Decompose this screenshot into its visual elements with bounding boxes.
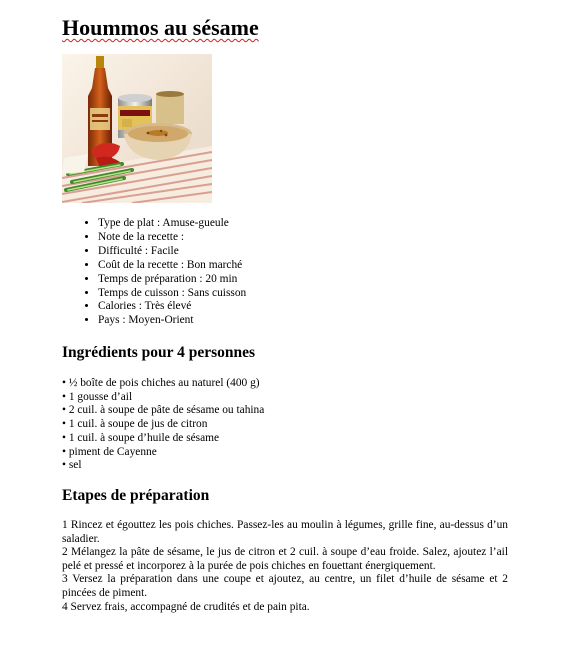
ingredients-list [62, 377, 264, 473]
ingredients-heading: Ingrédients pour 4 personnes [62, 344, 256, 361]
steps-body [62, 519, 508, 614]
info-cook-time: • Temps de cuisson : Sans cuisson [98, 287, 246, 301]
ingredient-item: • 1 cuil. à soupe d’huile de sésame [62, 431, 220, 444]
steps-heading: Etapes de préparation [62, 487, 210, 504]
info-calories: • Calories : Très élevé [98, 300, 246, 314]
hummus-dish-image [62, 54, 212, 203]
ingredient-item: • 1 gousse d’ail [62, 390, 133, 403]
ingredient-item: • sel [62, 459, 82, 472]
ingredient-item: • 2 cuil. à soupe de pâte de sésame ou tahina [62, 404, 265, 417]
info-cost: • Coût de la recette : Bon marché [98, 259, 246, 273]
step-paragraph: 1 Rincez et égouttez les pois chiches. Passez-les au moulin à légumes, grille fine, au-dessus d’un saladier. [62, 519, 508, 545]
ingredient-item: • 1 cuil. à soupe de jus de citron [62, 418, 208, 431]
recipe-title [62, 14, 259, 42]
recipe-info-list [62, 217, 246, 328]
recipe-title-text: Hoummos au sésame [62, 15, 259, 40]
recipe-photo [62, 54, 212, 203]
ingredient-item: • ½ boîte de pois chiches au naturel (400 g) [62, 377, 260, 389]
info-dish-type: • Type de plat : Amuse-gueule [98, 217, 246, 231]
step-paragraph: 4 Servez frais, accompagné de crudités et de pain pita. [62, 600, 310, 613]
info-prep-time: • Temps de préparation : 20 min [98, 273, 246, 287]
ingredient-item: • piment de Cayenne [62, 445, 157, 458]
info-rating: • Note de la recette : [98, 231, 246, 245]
info-difficulty: • Difficulté : Facile [98, 245, 246, 259]
info-country: • Pays : Moyen-Orient [98, 314, 246, 328]
step-paragraph: 3 Versez la préparation dans une coupe et ajoutez, au centre, un filet d’huile de sésame et 2 pincées de piment. [62, 573, 508, 599]
step-paragraph: 2 Mélangez la pâte de sésame, le jus de citron et 2 cuil. à soupe d’eau froide. Salez, ajoutez l’ail pelé et pressé et incorporez à la purée de pois chiches en fouettant énergiquement. [62, 546, 508, 572]
